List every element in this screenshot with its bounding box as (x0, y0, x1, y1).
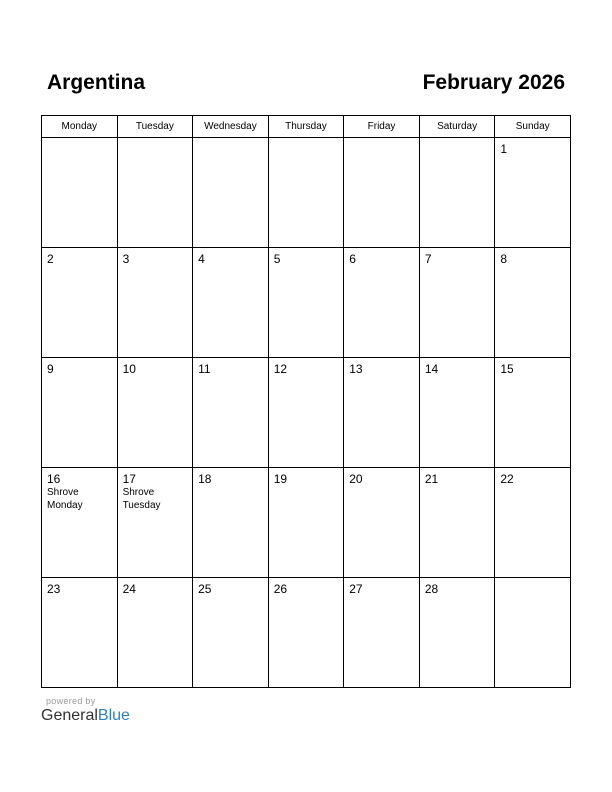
brand-logo (41, 707, 130, 725)
day-cell (419, 138, 495, 248)
brand-blue: Blue (97, 707, 130, 724)
brand-general: General (41, 707, 98, 724)
day-number: 22 (500, 472, 514, 486)
day-number: 13 (349, 362, 363, 376)
day-number: 8 (500, 252, 508, 266)
calendar-grid (41, 115, 571, 688)
day-number: 21 (424, 472, 439, 486)
powered-by-text: powered by (46, 696, 96, 706)
day-cell (419, 468, 495, 578)
weekday-header: Monday (42, 116, 118, 138)
weekday-header: Tuesday (117, 116, 193, 138)
day-cell (268, 578, 344, 688)
day-number: 11 (198, 362, 211, 376)
day-cell (419, 578, 495, 688)
day-number: 16 (47, 472, 61, 486)
day-cell (419, 248, 495, 358)
holiday-label: Shrove Tuesday (122, 487, 161, 511)
day-cell (268, 358, 344, 468)
day-cell (495, 578, 571, 688)
day-number: 25 (198, 582, 212, 596)
day-cell (268, 468, 344, 578)
day-number: 1 (500, 142, 508, 156)
country-title: Argentina (47, 71, 146, 94)
day-cell (495, 248, 571, 358)
weekday-header: Friday (344, 116, 420, 138)
day-number: 27 (349, 582, 363, 596)
day-number: 5 (273, 252, 281, 266)
day-cell (193, 358, 269, 468)
day-cell (42, 468, 118, 578)
weekday-header: Saturday (419, 116, 495, 138)
day-number: 10 (122, 362, 136, 376)
day-cell (117, 138, 193, 248)
weekday-header: Thursday (268, 116, 344, 138)
day-cell (117, 578, 193, 688)
day-cell (495, 138, 571, 248)
day-cell (344, 468, 420, 578)
week-row (42, 578, 571, 688)
day-cell (42, 138, 118, 248)
footer-logo (41, 696, 130, 725)
day-cell (193, 138, 269, 248)
weekday-header-row (42, 116, 571, 138)
day-number: 2 (47, 252, 54, 266)
day-cell (193, 468, 269, 578)
day-number: 20 (349, 472, 363, 486)
day-cell (344, 358, 420, 468)
day-number: 28 (424, 582, 439, 596)
day-number: 3 (122, 252, 130, 266)
day-cell (268, 138, 344, 248)
day-cell (193, 578, 269, 688)
day-cell (117, 358, 193, 468)
day-number: 12 (273, 362, 288, 376)
weekday-header: Sunday (495, 116, 571, 138)
day-number: 18 (198, 472, 212, 486)
day-number: 15 (500, 362, 514, 376)
day-number: 19 (273, 472, 288, 486)
day-number: 14 (424, 362, 439, 376)
day-number: 17 (122, 472, 136, 486)
day-cell (42, 578, 118, 688)
day-cell (344, 578, 420, 688)
day-cell (193, 248, 269, 358)
day-cell (495, 358, 571, 468)
day-number: 9 (47, 362, 54, 376)
week-row (42, 138, 571, 248)
week-row (42, 248, 571, 358)
day-number: 4 (198, 252, 205, 266)
day-cell (344, 248, 420, 358)
day-cell (344, 138, 420, 248)
day-number: 7 (424, 252, 432, 266)
day-cell (419, 358, 495, 468)
week-row (42, 358, 571, 468)
weekday-header: Wednesday (193, 116, 269, 138)
day-number: 24 (122, 582, 136, 596)
day-cell (117, 468, 193, 578)
day-number: 26 (273, 582, 288, 596)
day-cell (268, 248, 344, 358)
holiday-label: Shrove Monday (47, 487, 83, 511)
day-cell (42, 358, 118, 468)
week-row (42, 468, 571, 578)
month-year-title: February 2026 (422, 71, 565, 94)
day-number: 6 (349, 252, 356, 266)
day-cell (42, 248, 118, 358)
day-cell (117, 248, 193, 358)
day-cell (495, 468, 571, 578)
day-number: 23 (47, 582, 61, 596)
